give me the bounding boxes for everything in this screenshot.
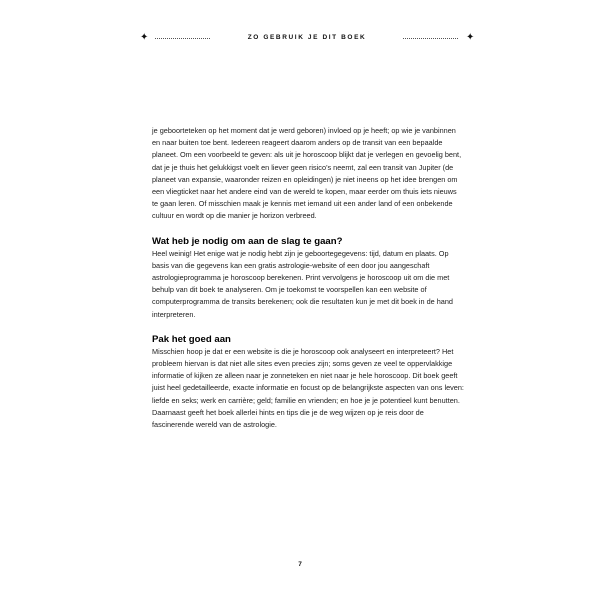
running-header (0, 30, 600, 46)
intro-paragraph: je geboorteteken op het moment dat je werd geboren) invloed op je heeft; op wie je vanbinnen en naar buiten toe bent. Iedereen reageert daarom anders op de transit van een bepaalde planeet. Om een voorbeeld te geven: als uit je horoscoop blijkt dat je verlegen en gevoelig bent, dat je je thuis het gelukkigst voelt en liever geen risico’s neemt, zal een transit van Jupiter (de planeet van expansie, waaronder reizen en opleidingen) je niet ineens op het idee brengen om een vliegticket naar het andere eind van de wereld te kopen, maar eerder om thuis iets nieuws te gaan leren. Of misschien maak je kennis met iemand uit een ander land of een onbekende cultuur en wordt op die manier je horizon verbreed. (152, 126, 462, 221)
dotted-divider (403, 38, 458, 39)
section-heading-approach: Pak het goed aan (152, 333, 231, 345)
section-paragraph-getting-started: Heel weinig! Het enige wat je nodig hebt zijn je geboortegegevens: tijd, datum en plaats. Op basis van die gegevens kan een gratis astrologie-website of een door jou aangeschaft astrologieprogramma je horoscoop berekenen. Print vervolgens je horoscoop uit om die met behulp van dit boek te analyseren. Om je toekomst te voorspellen kan een website of computerprogramma de transits berekenen; ook die resultaten kun je met dit boek in de hand interpreteren. (152, 248, 453, 319)
body-text (152, 125, 464, 431)
section-heading-getting-started: Wat heb je nodig om aan de slag te gaan? (152, 235, 343, 247)
dotted-divider (155, 38, 210, 39)
page-number: 7 (298, 561, 302, 568)
running-header-title: ZO GEBRUIK JE DIT BOEK (247, 34, 367, 41)
star-ornament-icon: ✦ (466, 32, 475, 43)
section-paragraph-approach: Misschien hoop je dat er een website is die je horoscoop ook analyseert en interpreteert? Het probleem hiervan is dat niet alle sites even precies zijn; soms geven ze veel te oppervlakkige informatie of kijken ze alleen naar je zonneteken en niet naar je hele horoscoop. Dit boek geeft juist heel gedetailleerde, exacte informatie en focust op de belangrijkste aspecten van ons leven: liefde en seks; werk en carrière; geld; familie en vrienden; en hoe je je potentieel kunt benutten. Daarnaast geeft het boek allerlei hints en tips die je de weg wijzen op je reis door de fascinerende wereld van de astrologie. (152, 346, 464, 430)
star-ornament-icon: ✦ (140, 32, 149, 43)
